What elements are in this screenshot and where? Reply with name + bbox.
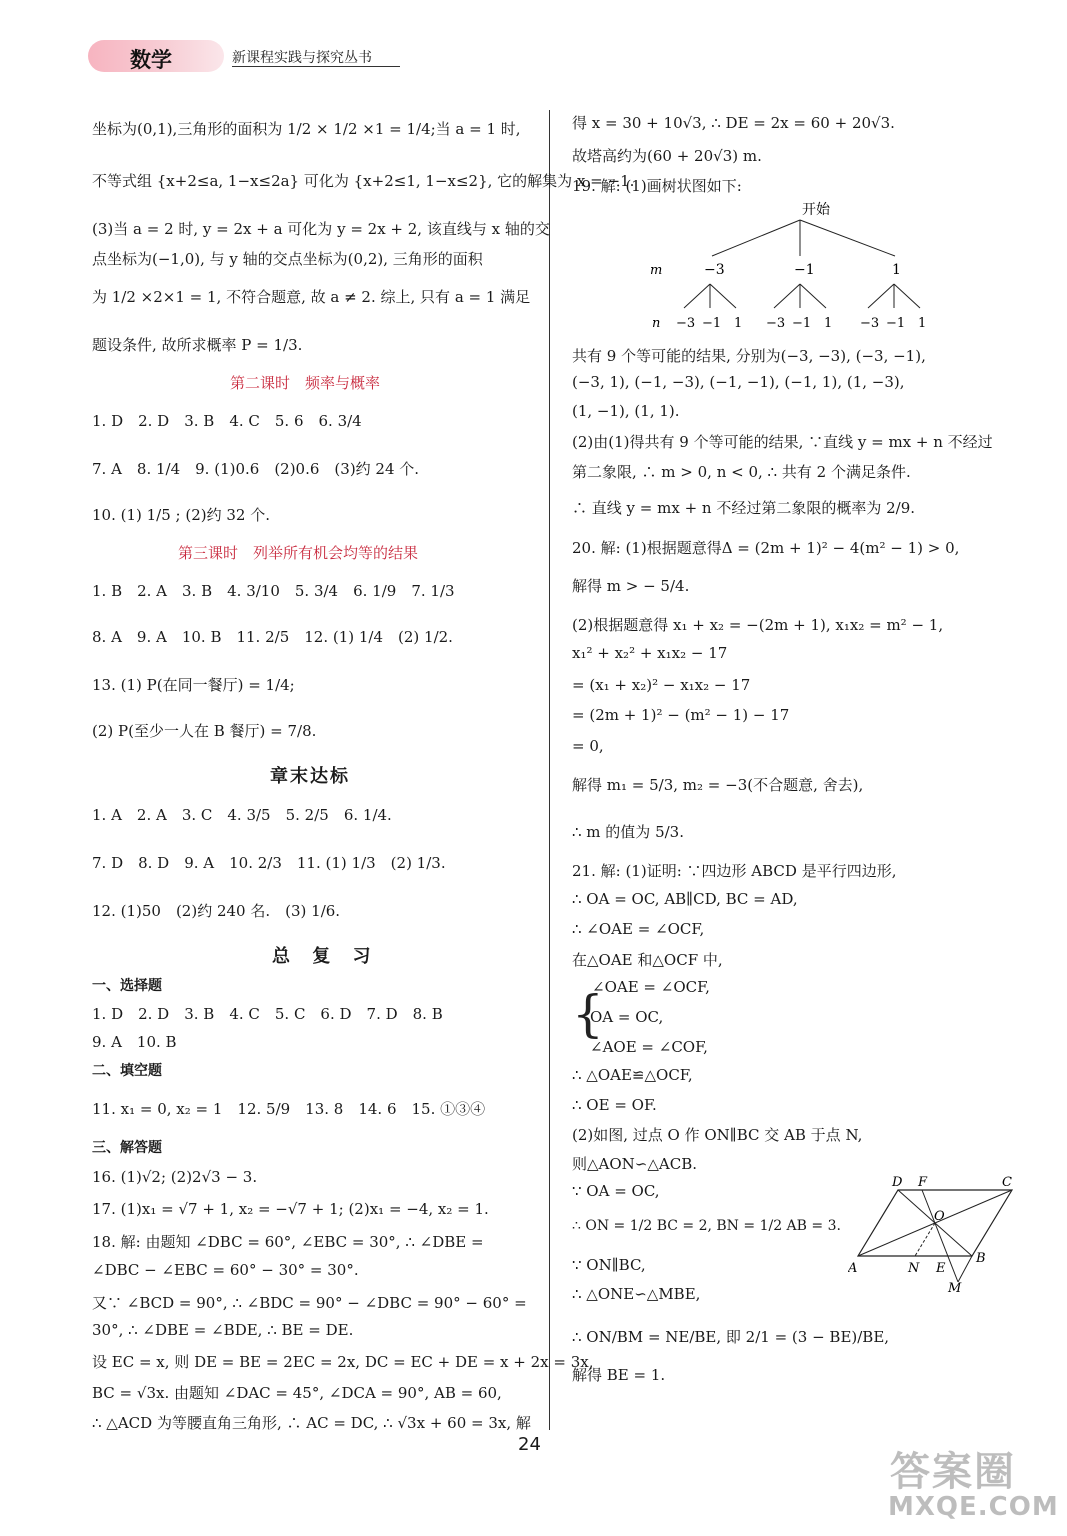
answer-line: 16. (1)√2; (2)2√3 − 3. <box>92 1168 258 1186</box>
point-label-f: F <box>918 1175 928 1190</box>
answer-line: 8. A 9. A 10. B 11. 2/5 12. (1) 1/4 (2) 1/2. <box>92 628 453 646</box>
text-line: ∵ OA = OC, <box>572 1182 660 1200</box>
text-line: ∴ OA = OC, AB∥CD, BC = AD, <box>572 890 798 908</box>
answer-line: 13. (1) P(在同一餐厅) = 1/4; <box>92 676 295 694</box>
brace-symbol: { <box>572 985 604 1043</box>
tree-n-node: −3 <box>860 316 880 331</box>
text-line: (2)如图, 过点 O 作 ON∥BC 交 AB 于点 N, <box>572 1126 863 1144</box>
text-line: 坐标为(0,1),三角形的面积为 1/2 × 1/2 ×1 = 1/4;当 a = 1 时, <box>92 120 521 138</box>
point-label-e: E <box>936 1261 946 1276</box>
answer-line: 10. (1) 1/5 ; (2)约 32 个. <box>92 506 271 524</box>
review-title: 总 复 习 <box>272 946 379 967</box>
tree-m-node: 1 <box>892 262 901 278</box>
text-line: (2)根据题意得 x₁ + x₂ = −(2m + 1), x₁x₂ = m² − 1, <box>572 616 944 634</box>
watermark-logo <box>880 1440 1060 1530</box>
answer-line: 7. D 8. D 9. A 10. 2/3 11. (1) 1/3 (2) 1/3. <box>92 854 446 872</box>
text-line: ∴ △ONE∽△MBE, <box>572 1285 701 1303</box>
text-line: 解得 BE = 1. <box>572 1366 666 1384</box>
text-line: 19. 解: (1)画树状图如下: <box>572 177 742 195</box>
point-label-m: M <box>948 1281 962 1296</box>
answer-line: ∠DBC − ∠EBC = 60° − 30° = 30°. <box>92 1261 359 1279</box>
text-line: ∠AOE = ∠COF, <box>590 1038 708 1056</box>
text-line: 在△OAE 和△OCF 中, <box>572 951 723 969</box>
text-line: ∴ ON = 1/2 BC = 2, BN = 1/2 AB = 3. <box>572 1218 841 1234</box>
series-underline <box>232 66 400 67</box>
text-line: (1, −1), (1, 1). <box>572 402 680 420</box>
page-number: 24 <box>518 1434 541 1455</box>
text-line: = 0, <box>572 737 604 755</box>
parallelogram-figure <box>848 1172 1024 1296</box>
point-label-n: N <box>908 1261 920 1276</box>
subject-title: 数学 <box>130 48 172 72</box>
text-line: 第二象限, ∴ m > 0, n < 0, ∴ 共有 2 个满足条件. <box>572 463 911 481</box>
tree-n-node: −1 <box>886 316 906 331</box>
tree-diagram <box>640 196 960 336</box>
tree-n-node: 1 <box>734 316 743 331</box>
text-line: ∴ ON/BM = NE/BE, 即 2/1 = (3 − BE)/BE, <box>572 1328 890 1346</box>
text-line: 故塔高约为(60 + 20√3) m. <box>572 147 762 165</box>
answer-line: 1. D 2. D 3. B 4. C 5. C 6. D 7. D 8. B <box>92 1005 443 1023</box>
watermark-line-2: MXQE.COM <box>888 1492 1059 1522</box>
answer-line: ∴ △ACD 为等腰直角三角形, ∴ AC = DC, ∴ √3x + 60 = 3x, 解 <box>92 1414 531 1432</box>
text-line: ∴ ∠OAE = ∠OCF, <box>572 920 705 938</box>
answer-line: 1. B 2. A 3. B 4. 3/10 5. 3/4 6. 1/9 7. 1/3 <box>92 582 455 600</box>
point-label-d: D <box>892 1175 903 1190</box>
answer-line: 11. x₁ = 0, x₂ = 1 12. 5/9 13. 8 14. 6 15. ①③④ <box>92 1100 486 1118</box>
text-line: 解得 m₁ = 5/3, m₂ = −3(不合题意, 舍去), <box>572 776 864 794</box>
text-line: = (2m + 1)² − (m² − 1) − 17 <box>572 706 790 724</box>
text-line: ∴ 直线 y = mx + n 不经过第二象限的概率为 2/9. <box>572 499 916 517</box>
column-divider <box>549 110 550 1430</box>
review-part-1-title: 一、选择题 <box>92 978 162 994</box>
text-line: ∴ △OAE≌△OCF, <box>572 1066 693 1084</box>
text-line: x₁² + x₂² + x₁x₂ − 17 <box>572 644 728 662</box>
answer-line: 12. (1)50 (2)约 240 名. (3) 1/6. <box>92 902 341 920</box>
tree-n-node: −1 <box>792 316 812 331</box>
section-title-3: 第三课时 列举所有机会均等的结果 <box>178 544 419 562</box>
tree-m-node: −1 <box>794 262 815 278</box>
text-line: 解得 m > − 5/4. <box>572 577 690 595</box>
answer-line: 9. A 10. B <box>92 1033 177 1051</box>
answer-line: 1. D 2. D 3. B 4. C 5. 6 6. 3/4 <box>92 412 362 430</box>
tree-n-node: −1 <box>702 316 722 331</box>
tree-m-node: −3 <box>704 262 725 278</box>
text-line: ∵ ON∥BC, <box>572 1256 646 1274</box>
tree-row-n-label: n <box>652 316 661 331</box>
tree-n-node: −3 <box>676 316 696 331</box>
review-part-2-title: 二、填空题 <box>92 1063 162 1079</box>
text-line: (2)由(1)得共有 9 个等可能的结果, ∵直线 y = mx + n 不经过 <box>572 433 993 451</box>
point-label-o: O <box>934 1209 945 1224</box>
text-line: 则△AON∽△ACB. <box>572 1155 697 1173</box>
chapter-title: 章末达标 <box>270 766 350 787</box>
answer-line: (2) P(至少一人在 B 餐厅) = 7/8. <box>92 722 317 740</box>
tree-n-node: 1 <box>918 316 927 331</box>
review-part-3-title: 三、解答题 <box>92 1140 162 1156</box>
text-line: = (x₁ + x₂)² − x₁x₂ − 17 <box>572 676 751 694</box>
answer-line: 7. A 8. 1/4 9. (1)0.6 (2)0.6 (3)约 24 个. <box>92 460 420 478</box>
text-line: ∴ m 的值为 5/3. <box>572 823 684 841</box>
tree-n-node: 1 <box>824 316 833 331</box>
tree-n-node: −3 <box>766 316 786 331</box>
answer-line: BC = √3x. 由题知 ∠DAC = 45°, ∠DCA = 90°, AB = 60, <box>92 1384 502 1402</box>
text-line: ∠OAE = ∠OCF, <box>592 978 710 996</box>
text-line: 得 x = 30 + 10√3, ∴ DE = 2x = 60 + 20√3. <box>572 114 895 132</box>
text-line: 20. 解: (1)根据题意得Δ = (2m + 1)² − 4(m² − 1) > 0, <box>572 539 960 557</box>
text-line: 点坐标为(−1,0), 与 y 轴的交点坐标为(0,2), 三角形的面积 <box>92 250 483 268</box>
answer-line: 设 EC = x, 则 DE = BE = 2EC = 2x, DC = EC + DE = x + 2x = 3x, <box>92 1353 594 1371</box>
answer-line: 18. 解: 由题知 ∠DBC = 60°, ∠EBC = 30°, ∴ ∠DBE = <box>92 1233 484 1251</box>
answer-line: 17. (1)x₁ = √7 + 1, x₂ = −√7 + 1; (2)x₁ = −4, x₂ = 1. <box>92 1200 489 1218</box>
point-label-c: C <box>1002 1175 1012 1190</box>
answer-line: 又∵ ∠BCD = 90°, ∴ ∠BDC = 90° − ∠DBC = 90° − 60° = <box>92 1294 527 1312</box>
answer-line: 30°, ∴ ∠DBE = ∠BDE, ∴ BE = DE. <box>92 1321 354 1339</box>
text-line: 21. 解: (1)证明: ∵四边形 ABCD 是平行四边形, <box>572 862 897 880</box>
text-line: (3)当 a = 2 时, y = 2x + a 可化为 y = 2x + 2, 该直线与 x 轴的交 <box>92 220 550 238</box>
series-title: 新课程实践与探究丛书 <box>232 50 372 66</box>
text-line: OA = OC, <box>590 1008 664 1026</box>
watermark-line-1: 答案圈 <box>890 1449 1016 1495</box>
text-line: 不等式组 {x+2≤a, 1−x≤2a} 可化为 {x+2≤1, 1−x≤2}, 它的解集为 x = −1. <box>92 172 635 190</box>
answer-line: 1. A 2. A 3. C 4. 3/5 5. 2/5 6. 1/4. <box>92 806 392 824</box>
text-line: 为 1/2 ×2×1 = 1, 不符合题意, 故 a ≠ 2. 综上, 只有 a = 1 满足 <box>92 288 531 306</box>
text-line: 题设条件, 故所求概率 P = 1/3. <box>92 336 303 354</box>
text-line: 共有 9 个等可能的结果, 分别为(−3, −3), (−3, −1), <box>572 347 926 365</box>
tree-row-m-label: m <box>650 263 663 278</box>
point-label-b: B <box>976 1251 986 1266</box>
tree-root: 开始 <box>802 202 830 218</box>
point-label-a: A <box>848 1261 858 1276</box>
text-line: (−3, 1), (−1, −3), (−1, −1), (−1, 1), (1, −3), <box>572 373 905 391</box>
text-line: ∴ OE = OF. <box>572 1096 657 1114</box>
section-title-2: 第二课时 频率与概率 <box>230 374 381 392</box>
